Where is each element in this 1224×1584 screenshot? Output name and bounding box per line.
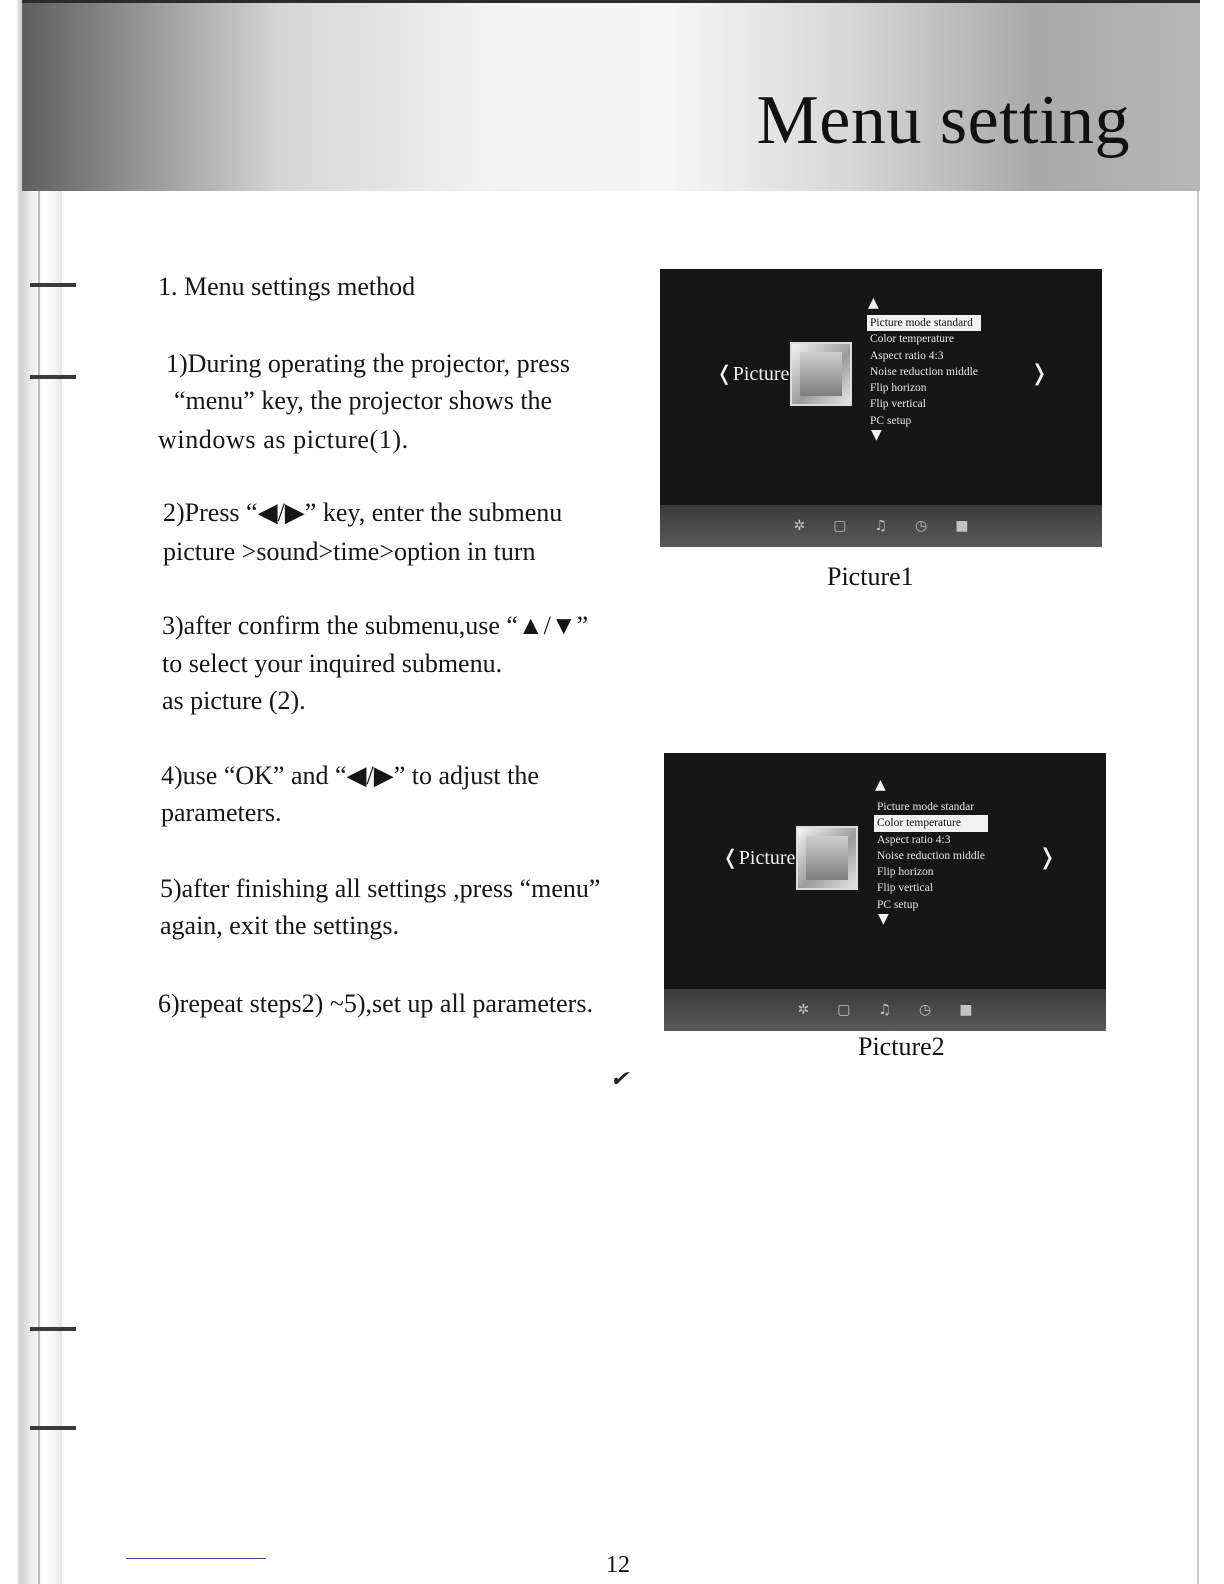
picture1-osd-screen bbox=[660, 269, 1102, 547]
step1-line3: windows as picture(1). bbox=[158, 425, 409, 454]
step3-line2: to select your inquired submenu. bbox=[162, 649, 503, 678]
picture2-menu-item[interactable]: Flip horizon bbox=[877, 866, 934, 879]
page-title: Menu setting bbox=[756, 82, 1130, 159]
binding-edge bbox=[0, 0, 62, 1584]
picture1-up-arrow-icon: ▲ bbox=[868, 295, 879, 311]
picture2-osd-screen bbox=[664, 753, 1106, 1031]
picture1-menu-item[interactable]: Noise reduction middle bbox=[870, 365, 978, 378]
step2-line2: picture >sound>time>option in turn bbox=[163, 537, 536, 566]
picture2-right-arrow-icon: ❭ bbox=[1038, 845, 1057, 870]
picture1-picture-label: ❬Picture bbox=[716, 363, 790, 385]
settings-icon: ✲ bbox=[793, 518, 806, 534]
picture2-menu-item[interactable]: PC setup bbox=[877, 898, 919, 911]
pen-mark: ✔ bbox=[610, 1066, 629, 1091]
step2-line1: 2)Press “◀/▶” key, enter the submenu bbox=[163, 498, 563, 527]
footer-line bbox=[126, 1558, 266, 1559]
picture1-menu-item[interactable]: Flip horizon bbox=[870, 382, 927, 395]
picture1-right-arrow-icon: ❭ bbox=[1030, 361, 1049, 386]
picture-icon: ▢ bbox=[837, 1002, 851, 1018]
header-banner bbox=[22, 0, 1200, 191]
picture2-caption: Picture2 bbox=[858, 1032, 945, 1061]
picture-icon: ▢ bbox=[833, 518, 847, 534]
picture2-picture-label: ❬Picture bbox=[722, 847, 796, 869]
binding-mark bbox=[30, 1327, 76, 1331]
page-edge bbox=[1197, 188, 1199, 1584]
binding-line bbox=[38, 190, 40, 1584]
step3-line1: 3)after confirm the submenu,use “▲/▼” bbox=[162, 611, 589, 640]
picture1-menu-item[interactable]: Picture mode standard bbox=[867, 315, 981, 331]
option-icon: ■ bbox=[959, 1002, 973, 1018]
step1-line2: “menu” key, the projector shows the bbox=[174, 386, 553, 415]
picture2-menu-item[interactable]: Flip vertical bbox=[877, 882, 933, 895]
picture2-down-arrow-icon: ▼ bbox=[878, 911, 889, 927]
picture1-menu-item[interactable]: Aspect ratio 4:3 bbox=[870, 349, 944, 362]
picture1-caption: Picture1 bbox=[827, 562, 914, 591]
picture1-menu-item[interactable]: Color temperature bbox=[870, 333, 954, 346]
step5-line1: 5)after finishing all settings ,press “menu” bbox=[160, 874, 601, 903]
step4-line1: 4)use “OK” and “◀/▶” to adjust the bbox=[161, 761, 539, 790]
settings-icon: ✲ bbox=[797, 1002, 810, 1018]
step6-line1: 6)repeat steps2) ~5),set up all parameters. bbox=[158, 989, 593, 1018]
step3-line3: as picture (2). bbox=[162, 686, 306, 715]
page-number: 12 bbox=[606, 1552, 630, 1578]
picture1-menu bbox=[867, 315, 981, 429]
picture2-icon-bar bbox=[664, 989, 1106, 1031]
picture2-menu-item[interactable]: Picture mode standar bbox=[877, 801, 975, 813]
time-icon: ◷ bbox=[915, 518, 928, 534]
picture1-icon-bar bbox=[660, 505, 1102, 547]
option-icon: ■ bbox=[955, 518, 969, 534]
sound-icon: ♫ bbox=[874, 518, 888, 534]
picture1-menu-item[interactable]: PC setup bbox=[870, 414, 912, 427]
picture1-down-arrow-icon: ▼ bbox=[871, 427, 882, 443]
step5-line2: again, exit the settings. bbox=[160, 911, 400, 940]
picture2-menu-item[interactable]: Color temperature bbox=[874, 815, 988, 831]
picture1-menu-item[interactable]: Flip vertical bbox=[870, 398, 926, 411]
picture2-up-arrow-icon: ▲ bbox=[875, 777, 886, 793]
picture1-thumbnail bbox=[790, 342, 852, 406]
binding-mark bbox=[30, 1426, 76, 1430]
step4-line2: parameters. bbox=[161, 798, 282, 827]
step1-line1: 1)During operating the projector, press bbox=[166, 349, 571, 378]
sound-icon: ♫ bbox=[878, 1002, 892, 1018]
picture2-menu-item[interactable]: Aspect ratio 4:3 bbox=[877, 833, 951, 846]
section-heading: 1. Menu settings method bbox=[158, 272, 416, 301]
time-icon: ◷ bbox=[919, 1002, 932, 1018]
picture2-menu-item[interactable]: Noise reduction middle bbox=[877, 849, 985, 862]
binding-mark bbox=[30, 283, 76, 287]
binding-mark bbox=[30, 375, 76, 379]
picture2-thumbnail bbox=[796, 826, 858, 890]
picture2-menu bbox=[874, 799, 988, 913]
